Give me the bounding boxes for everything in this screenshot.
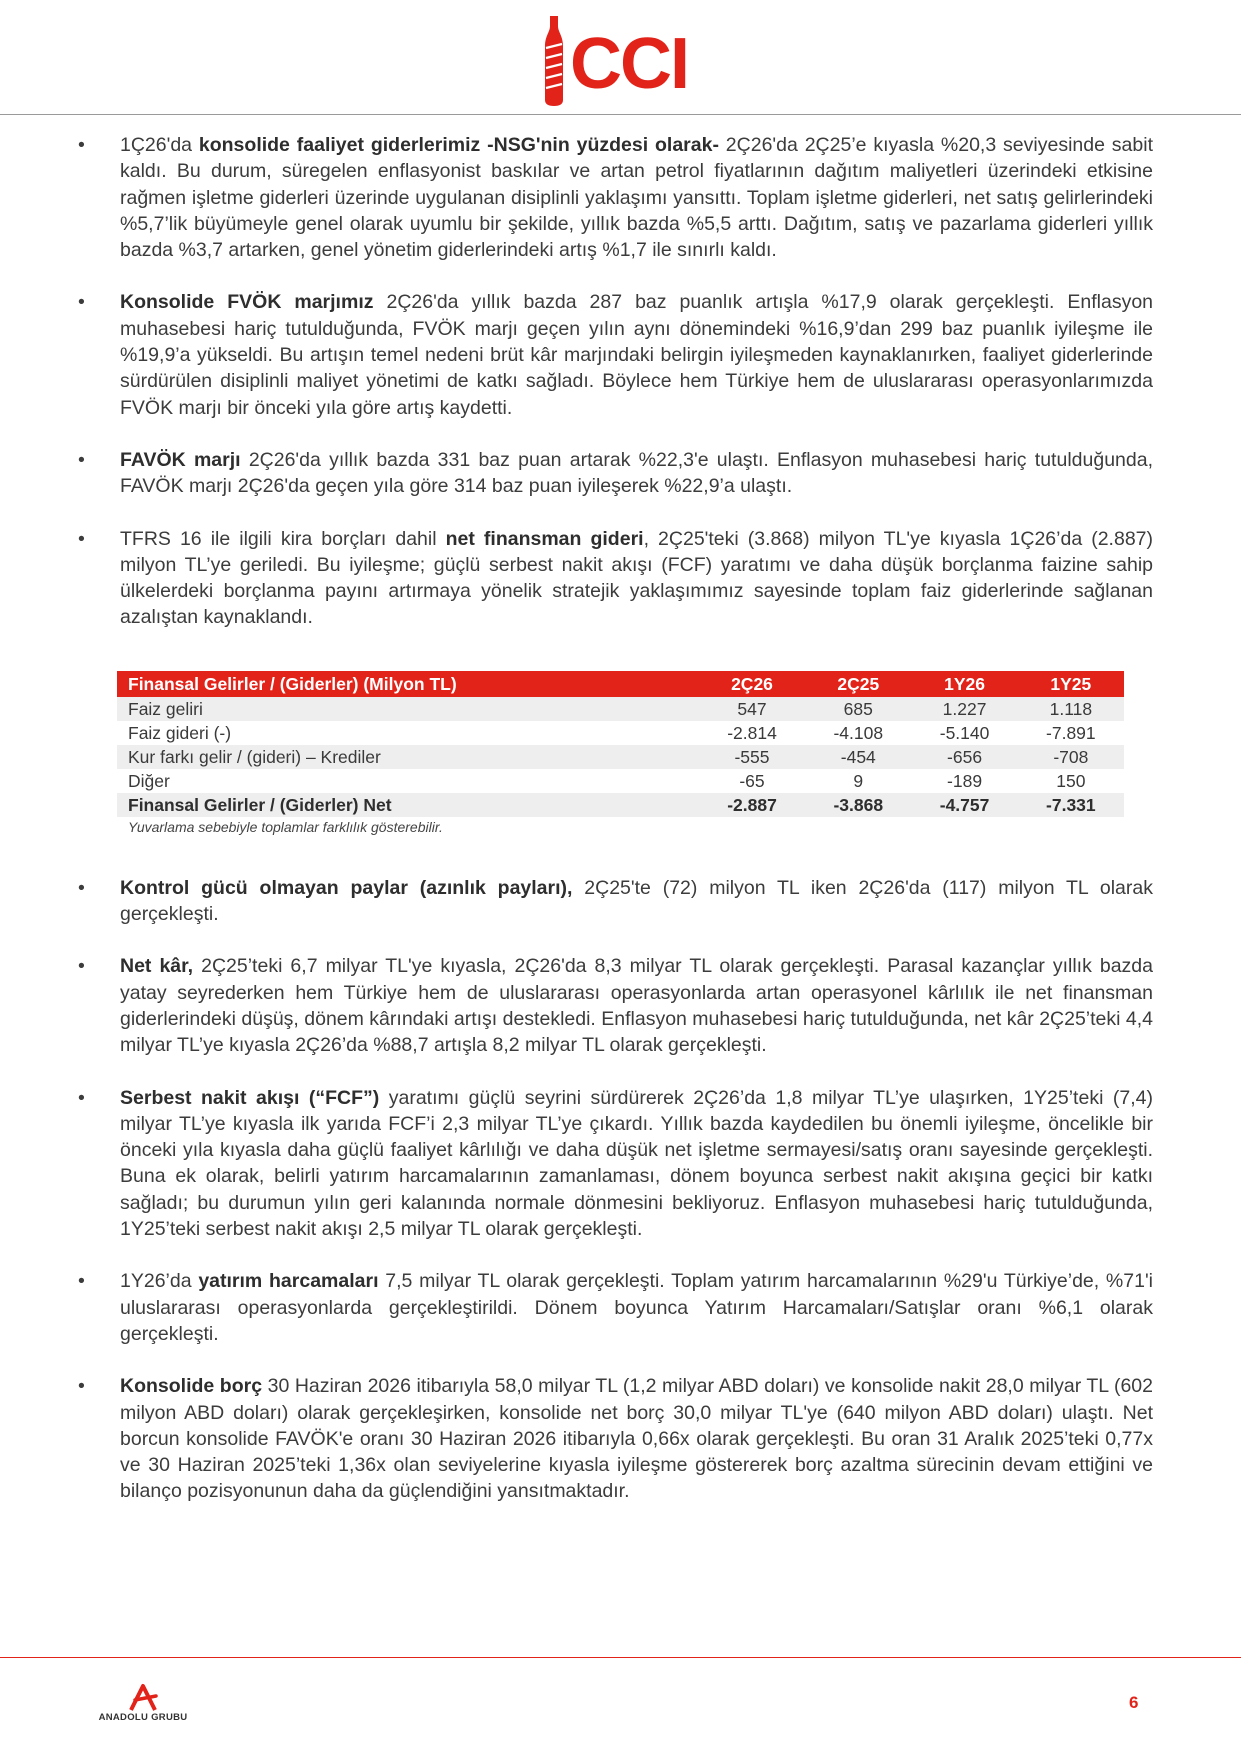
bold-text: konsolide faaliyet giderlerimiz -NSG'nin yüzdesi olarak- bbox=[198, 134, 719, 156]
bold-text: net finansman gideri bbox=[445, 527, 644, 550]
bullet-marker: • bbox=[78, 134, 85, 156]
bullet-paragraph bbox=[78, 132, 1153, 263]
table-row bbox=[117, 745, 1124, 769]
bold-text: Net kâr, bbox=[120, 955, 194, 978]
bullet-marker: • bbox=[78, 1375, 85, 1398]
bullet-marker: • bbox=[78, 876, 85, 899]
row-label: Diğer bbox=[128, 770, 170, 791]
row-label: Finansal Gelirler / (Giderler) Net bbox=[117, 793, 699, 817]
paragraph-text: 2Ç25’teki 6,7 milyar TL'ye kıyasla, 2Ç26'da 8,3 milyar TL olarak gerçekleşti. Parasal kazançlar yıllık bazda yatay seyrederken hem Türkiye hem de uluslararası operasyonlarda artan operasyonel kârlılık ile net finansman giderlerindeki düşüş, dönem kârındaki artışı destekledi. Enflasyon muhasebesi hariç tutulduğunda, net kâr 2Ç25’teki 4,4 milyar TL’ye kıyasla 2Ç26’da %88,7 artışla 8,2 milyar TL olarak gerçekleşti. bbox=[120, 955, 1154, 1057]
table-row bbox=[117, 697, 1124, 721]
table-cell: -656 bbox=[911, 745, 1017, 769]
bullet-marker: • bbox=[78, 1086, 85, 1109]
financial-income-table bbox=[117, 671, 1124, 817]
page-content bbox=[78, 132, 1153, 1531]
table-header-1h26: 1Y26 bbox=[911, 671, 1017, 697]
bullet-paragraph bbox=[78, 875, 1153, 928]
table-header-2q25: 2Ç25 bbox=[805, 671, 911, 697]
table-footnote: Yuvarlama sebebiyle toplamlar farklılık gösterebilir. bbox=[128, 818, 443, 835]
bullet-paragraph bbox=[78, 447, 1153, 500]
table-row bbox=[117, 721, 1124, 745]
table-cell: -65 bbox=[739, 770, 765, 791]
bullet-paragraph bbox=[78, 1373, 1153, 1504]
page-number: 6 bbox=[1129, 1693, 1139, 1712]
bullet-list-bottom bbox=[78, 875, 1153, 1505]
bold-text: yatırım harcamaları bbox=[198, 1270, 379, 1293]
paragraph-text: yaratımı güçlü seyrini sürdürerek 2Ç26’da 1,8 milyar TL’ye ulaşırken, 1Y25’teki (7,4) milyar TL’ye kıyasla ilk yarıda FCF’i 2,3 milyar TL’ye çıkardı. Yıllık bazda kaydedilen bu önemli iyileşme, öncelikle bir önceki yıla kıyasla daha güçlü faaliyet kârlılığı ve daha düşük net işletme sermayesi/satış oranı sayesinde gerçekleşti. Buna ek olarak, belirli yatırım harcamalarının zamanlaması, dönem boyunca serbest nakit akışına geçici bir katkı sağladı; bu durumun yılın geri kalanında normale dönmesini bekliyoruz. Enflasyon muhasebesi hariç tutulduğunda, 1Y25’teki serbest nakit akışı 2,5 milyar TL olarak gerçekleşti. bbox=[120, 1086, 1153, 1241]
anadolu-grubu-logo-icon bbox=[88, 1682, 198, 1712]
row-label: Faiz gideri (-) bbox=[128, 722, 232, 743]
table-cell: -454 bbox=[805, 745, 911, 769]
table-cell: -7.331 bbox=[1018, 793, 1124, 817]
paragraph-text: 2Ç26'da 2Ç25’e kıyasla %20,3 seviyesinde sabit kaldı. Bu durum, süregelen enflasyonist baskılar ve artan petrol fiyatlarının dağıtım maliyetleri üzerindeki etkisine rağmen işletme giderleri üzerinde uygulanan disiplinli yaklaşımı yansıttı. Toplam işletme giderleri, net satış gelirlerindeki %5,7’lik büyümeyle genel olarak uyumlu bir şekilde, yıllık bazda %5,5 arttı. Dağıtım, satış ve pazarlama giderleri yıllık bazda %3,7 artarken, genel yönetim giderlerindeki artış %1,7 ile sınırlı kaldı. bbox=[120, 134, 1153, 262]
table-cell: -708 bbox=[1018, 745, 1124, 769]
table-cell: -4.108 bbox=[833, 722, 884, 743]
paragraph-text: 7,5 milyar TL olarak gerçekleşti. Toplam yatırım harcamalarının %29'u Türkiye’de, %71'i uluslararası operasyonlarda gerçekleştirildi. Dönem boyunca Yatırım Harcamaları/Satışlar oranı %6,1 olarak gerçekleşti. bbox=[120, 1270, 1154, 1345]
table-header-1h25: 1Y25 bbox=[1018, 671, 1124, 697]
paragraph-text: 2Ç26'da yıllık bazda 287 baz puanlık artışla %17,9 olarak gerçekleşti. Enflasyon muhasebesi hariç tutulduğunda, FVÖK marjı geçen yılın aynı dönemindeki %16,9’dan 299 baz puanlık iyileşme ile %19,9’a yükseldi. Bu artışın temel nedeni brüt kâr marjındaki belirgin iyileşmeden kaynaklanırken, faaliyet giderlerinde sürdürülen disiplinli maliyet yönetimi de katkı sağladı. Böylece hem Türkiye hem de uluslararası operasyonlarımızda FVÖK marjı bir önceki yıla göre artış kaydetti. bbox=[120, 291, 1154, 419]
table-cell: -5.140 bbox=[939, 722, 990, 743]
paragraph-text: 2Ç26'da yıllık bazda 331 baz puan artarak %22,3'e ulaştı. Enflasyon muhasebesi hariç tutulduğunda, FAVÖK marjı 2Ç26'da geçen yıla göre 314 baz puan iyileşerek %22,9’a ulaştı. bbox=[120, 448, 1153, 498]
table-cell: 9 bbox=[853, 770, 864, 791]
bold-text: Konsolide borç bbox=[120, 1375, 263, 1398]
bold-text: FAVÖK marjı bbox=[120, 448, 241, 471]
paragraph-text: 1Ç26'da bbox=[120, 134, 199, 156]
bullet-paragraph bbox=[78, 1085, 1153, 1243]
bullet-marker: • bbox=[78, 448, 85, 471]
table-cell: -189 bbox=[947, 770, 983, 791]
paragraph-text: 30 Haziran 2026 itibarıyla 58,0 milyar TL (1,2 milyar ABD doları) ve konsolide nakit 28,0 milyar TL (602 milyon ABD doları) olarak gerçekleşirken, konsolide net borç 30,0 milyar TL'ye (640 milyon ABD doları) ulaştı. Net borcun konsolide FAVÖK'e oranı 30 Haziran 2026 itibarıyla 0,66x olarak gerçekleşti. Bu oran 31 Aralık 2025’teki 0,77x ve 30 Haziran 2025’teki 1,36x olan seviyelerine kıyasla iyileşme göstererek borç azaltma sürecinin devam ettiğini ve bilanço pozisyonunun daha da güçlendiğini yansıtmaktadır. bbox=[120, 1375, 1153, 1503]
bold-text: Kontrol gücü olmayan paylar (azınlık payları), bbox=[120, 876, 573, 899]
paragraph-text: , 2Ç25'teki (3.868) milyon TL'ye kıyasla 1Ç26’da (2.887) milyon TL’ye geriledi. Bu iyileşme; güçlü serbest nakit akışı (FCF) yaratımı ve daha düşük borçlanma faizine sahip ülkelerdeki borçlanma payını artırmaya yönelik stratejik yaklaşımımız sayesinde toplam faiz giderlerinde sağlanan azalıştan kaynaklandı. bbox=[120, 527, 1153, 629]
bullet-paragraph bbox=[78, 526, 1153, 631]
coca-cola-bottle-logo-icon bbox=[545, 16, 563, 106]
bullet-paragraph bbox=[78, 953, 1153, 1058]
row-label: Kur farkı gelir / (gideri) – Krediler bbox=[117, 745, 699, 769]
bullet-marker: • bbox=[78, 527, 85, 550]
paragraph-text: 2Ç25'te (72) milyon TL iken 2Ç26'da (117) milyon TL olarak gerçekleşti. bbox=[120, 876, 1153, 926]
paragraph-text: 1Y26’da bbox=[120, 1270, 199, 1293]
table-cell: 1.227 bbox=[911, 697, 1017, 721]
table-header-2q26: 2Ç26 bbox=[699, 671, 805, 697]
bold-text: Serbest nakit akışı (“FCF”) bbox=[120, 1086, 380, 1109]
footer-divider bbox=[0, 1657, 1241, 1658]
bullet-marker: • bbox=[78, 291, 85, 314]
bullet-list-top bbox=[78, 132, 1153, 631]
table-header-row bbox=[117, 671, 1124, 697]
table-cell: 1.118 bbox=[1018, 697, 1124, 721]
table-header-label: Finansal Gelirler / (Giderler) (Milyon TL) bbox=[117, 671, 699, 697]
table-cell: 150 bbox=[1056, 770, 1086, 791]
bullet-paragraph bbox=[78, 1268, 1153, 1347]
bullet-marker: • bbox=[78, 955, 85, 978]
row-label: Faiz geliri bbox=[117, 697, 699, 721]
table-cell: -2.814 bbox=[727, 722, 777, 743]
table-cell: 685 bbox=[805, 697, 911, 721]
table-cell: -3.868 bbox=[805, 793, 911, 817]
bold-text: Konsolide FVÖK marjımız bbox=[120, 291, 374, 314]
bullet-paragraph bbox=[78, 289, 1153, 420]
page-header bbox=[0, 0, 1241, 118]
table-cell: -2.887 bbox=[699, 793, 805, 817]
table-cell: -4.757 bbox=[911, 793, 1017, 817]
logo-text: CCI bbox=[570, 24, 688, 104]
anadolu-grubu-logo bbox=[88, 1682, 198, 1730]
table-row bbox=[117, 769, 1124, 793]
bullet-marker: • bbox=[78, 1270, 85, 1293]
table-cell: -555 bbox=[699, 745, 805, 769]
paragraph-text: TFRS 16 ile ilgili kira borçları dahil bbox=[120, 527, 446, 550]
table-cell: 547 bbox=[699, 697, 805, 721]
header-divider bbox=[0, 114, 1241, 115]
footer-brand-text: ANADOLU GRUBU bbox=[98, 1712, 188, 1723]
table-total-row bbox=[117, 793, 1124, 817]
table-cell: -7.891 bbox=[1046, 722, 1096, 743]
cci-logo bbox=[536, 14, 704, 106]
